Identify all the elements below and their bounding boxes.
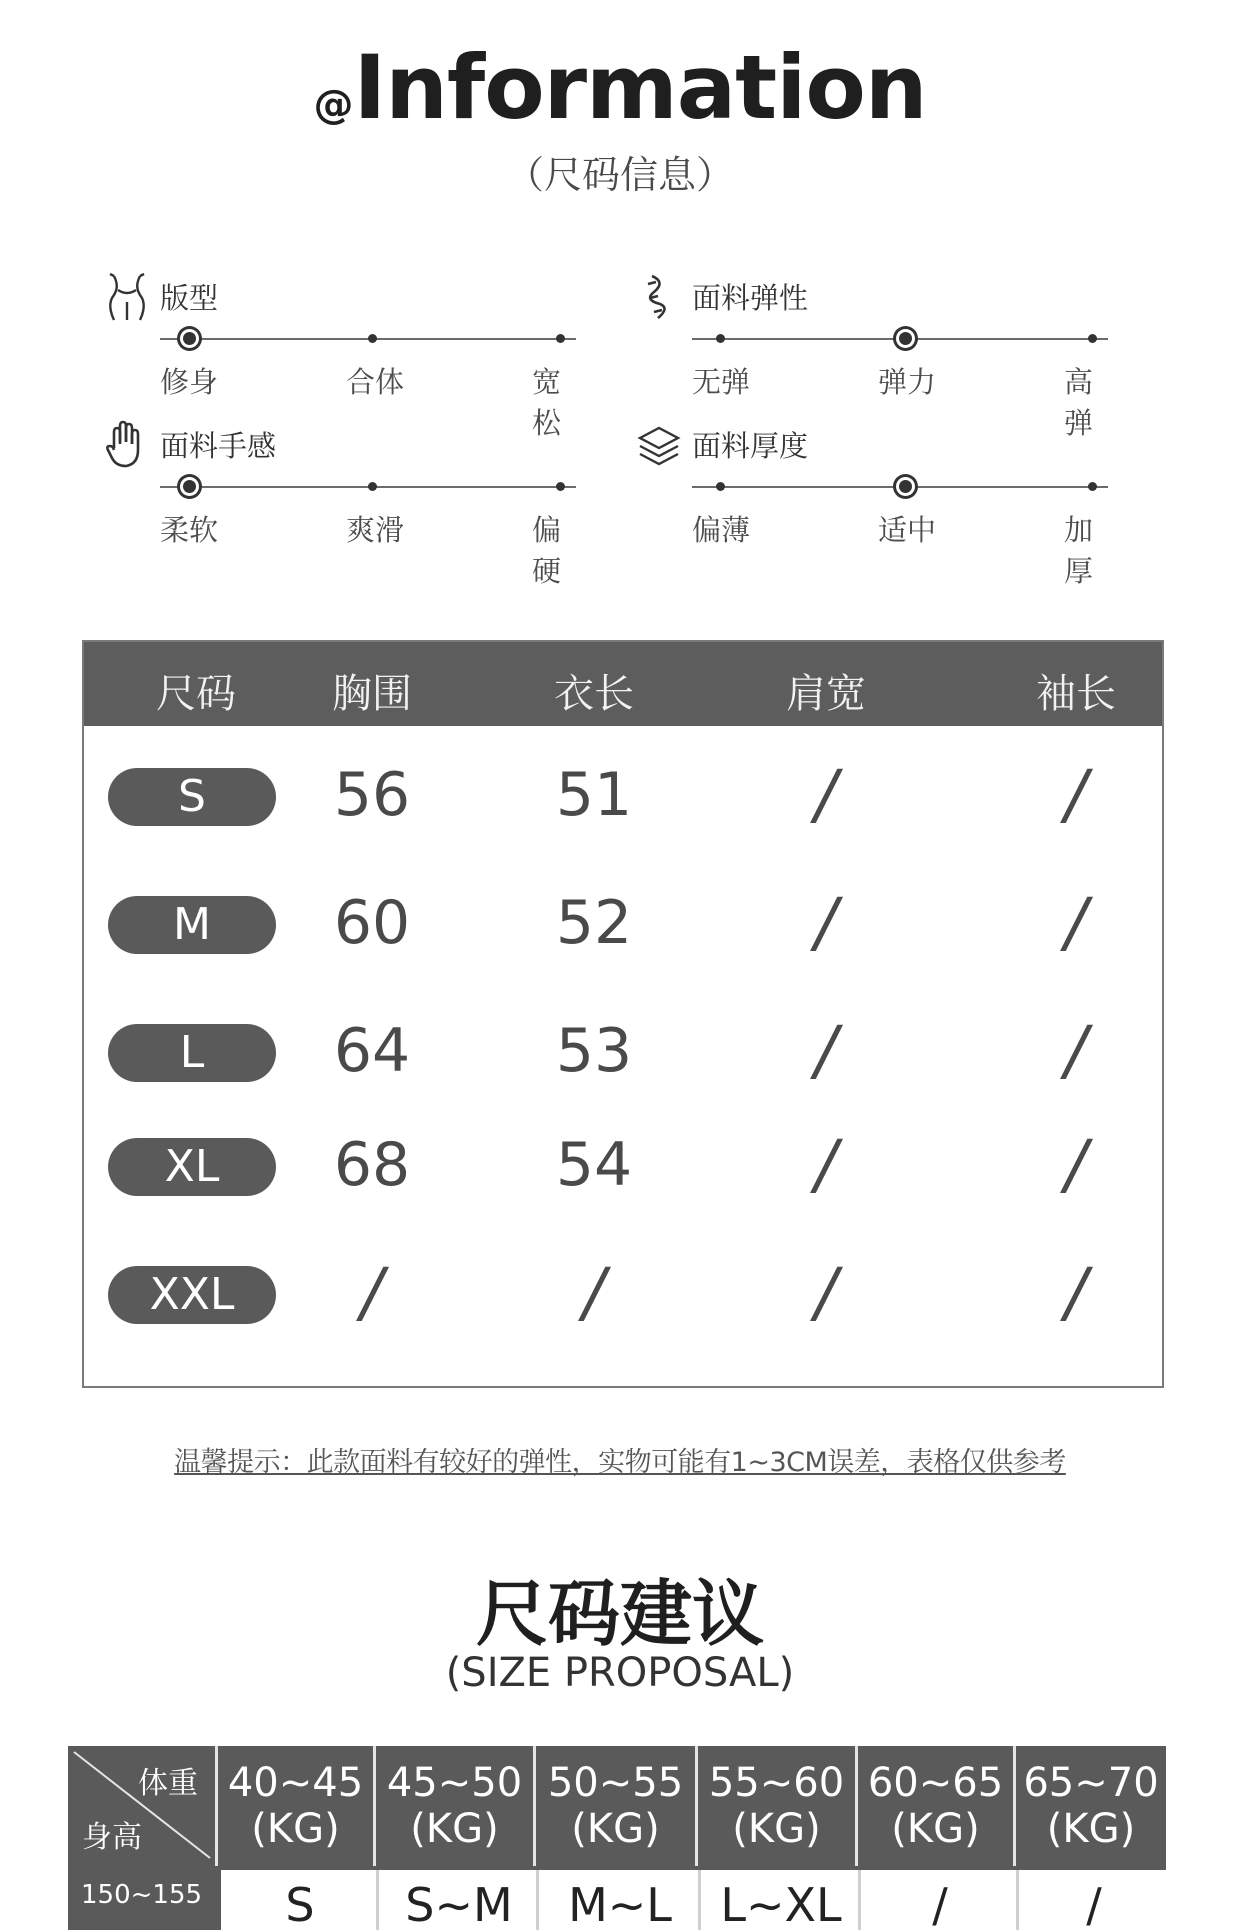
length-value: 51 (555, 760, 633, 830)
tip-note: 温馨提示：此款面料有较好的弹性，实物可能有1~3CM误差，表格仅供参考 (174, 1447, 1066, 1478)
length-value: 52 (555, 888, 633, 958)
height-value: 150~155 (81, 1880, 203, 1910)
attribute-title: 版型 (160, 281, 219, 315)
title-text: Information (353, 36, 927, 139)
chest-value: 64 (333, 1016, 411, 1086)
weight-column-header (218, 1746, 376, 1866)
chest-value: 68 (333, 1130, 411, 1200)
option-label: 弹力 (878, 365, 937, 399)
shoulder-value: / (814, 756, 838, 833)
scale-dot-selected (899, 332, 912, 345)
weight-range: 65~70 (1023, 1760, 1159, 1806)
weight-range: 45~50 (386, 1760, 523, 1806)
hand-feel-icon (104, 420, 150, 466)
attribute-fit (104, 272, 574, 440)
weight-unit: (KG) (571, 1806, 660, 1852)
weight-unit: (KG) (251, 1806, 340, 1852)
shoulder-value: / (814, 1126, 838, 1203)
option-label: 爽滑 (346, 513, 405, 547)
scale-dot (556, 334, 565, 343)
proposal-title: 尺码建议 (475, 1572, 764, 1656)
size-pill: XXL (108, 1266, 276, 1324)
shoulder-value: / (814, 1012, 838, 1089)
weight-range: 50~55 (547, 1760, 684, 1806)
option-label: 合体 (346, 365, 405, 399)
weight-column-header (1016, 1746, 1166, 1866)
suggested-size: S (285, 1878, 315, 1932)
scale-dot (1088, 482, 1097, 491)
suggested-size: L~XL (720, 1878, 842, 1932)
weight-range: 40~45 (227, 1760, 364, 1806)
option-label: 适中 (878, 513, 937, 547)
option-label: 柔软 (160, 513, 219, 547)
sleeve-value: / (1064, 884, 1088, 961)
scale-dot (368, 482, 377, 491)
corner-header (68, 1746, 218, 1866)
title-at-symbol: @ (313, 82, 354, 128)
header-length: 衣长 (554, 671, 634, 717)
chest-value: 56 (333, 760, 411, 830)
option-label: 无弹 (692, 365, 751, 399)
scale-dot (1088, 334, 1097, 343)
weight-unit: (KG) (891, 1806, 980, 1852)
shoulder-value: / (814, 884, 838, 961)
scale-dot (716, 334, 725, 343)
attribute-title: 面料手感 (160, 429, 277, 463)
sleeve-value: / (1064, 1126, 1088, 1203)
suggested-size: M~L (568, 1878, 672, 1932)
weight-unit: (KG) (410, 1806, 499, 1852)
layers-thickness-icon (636, 420, 682, 466)
size-pill: XL (108, 1138, 276, 1196)
sleeve-value: / (1064, 1254, 1088, 1331)
scale-dot-selected (899, 480, 912, 493)
length-value: 54 (555, 1130, 633, 1200)
suggested-size: S~M (405, 1878, 513, 1932)
weight-column-header (376, 1746, 536, 1866)
scale-dot-selected (183, 332, 196, 345)
chest-value: / (360, 1254, 384, 1331)
header-shoulder: 肩宽 (786, 671, 866, 717)
weight-column-header (698, 1746, 858, 1866)
weight-unit: (KG) (732, 1806, 821, 1852)
length-value: 53 (555, 1016, 633, 1086)
sleeve-value: / (1064, 756, 1088, 833)
attribute-elasticity (636, 272, 1106, 440)
option-label: 偏硬 (532, 513, 562, 588)
attribute-thickness (636, 420, 1106, 588)
size-table (82, 640, 1164, 1388)
weight-column-header (858, 1746, 1016, 1866)
option-label: 宽松 (532, 365, 562, 440)
size-proposal-table (68, 1746, 1166, 1932)
weight-range: 60~65 (867, 1760, 1004, 1806)
height-cell (71, 1870, 221, 1930)
size-pill: M (108, 896, 276, 954)
attribute-title: 面料弹性 (692, 281, 809, 315)
option-label: 加厚 (1064, 513, 1094, 588)
header-chest: 胸围 (332, 671, 412, 717)
suggested-size: / (1086, 1878, 1102, 1932)
corner-weight-label: 体重 (138, 1766, 198, 1801)
chest-value: 60 (333, 888, 411, 958)
option-label: 高弹 (1064, 365, 1094, 440)
size-pill: L (108, 1024, 276, 1082)
stretch-fabric-icon (636, 272, 682, 318)
scale-dot (716, 482, 725, 491)
attribute-title: 面料厚度 (692, 429, 809, 463)
suggested-size: / (932, 1878, 948, 1932)
body-fit-icon (104, 272, 150, 318)
attribute-hand-feel (104, 420, 574, 588)
scale-dot-selected (183, 480, 196, 493)
page-subtitle: （尺码信息） (505, 153, 734, 197)
proposal-subtitle: (SIZE PROPOSAL) (445, 1650, 795, 1696)
option-label: 修身 (160, 365, 219, 399)
page-title (0, 36, 1240, 139)
size-pill: S (108, 768, 276, 826)
scale-dot (368, 334, 377, 343)
length-value: / (582, 1254, 606, 1331)
weight-column-header (536, 1746, 698, 1866)
weight-unit: (KG) (1046, 1806, 1136, 1852)
option-label: 偏薄 (692, 513, 751, 547)
sleeve-value: / (1064, 1012, 1088, 1089)
proposal-row (68, 1870, 1166, 1930)
header-sleeve: 袖长 (1036, 671, 1116, 717)
size-table-header (84, 642, 1162, 726)
corner-height-label: 身高 (82, 1820, 142, 1855)
shoulder-value: / (814, 1254, 838, 1331)
weight-range: 55~60 (708, 1760, 845, 1806)
scale-dot (556, 482, 565, 491)
header-size: 尺码 (156, 671, 236, 717)
